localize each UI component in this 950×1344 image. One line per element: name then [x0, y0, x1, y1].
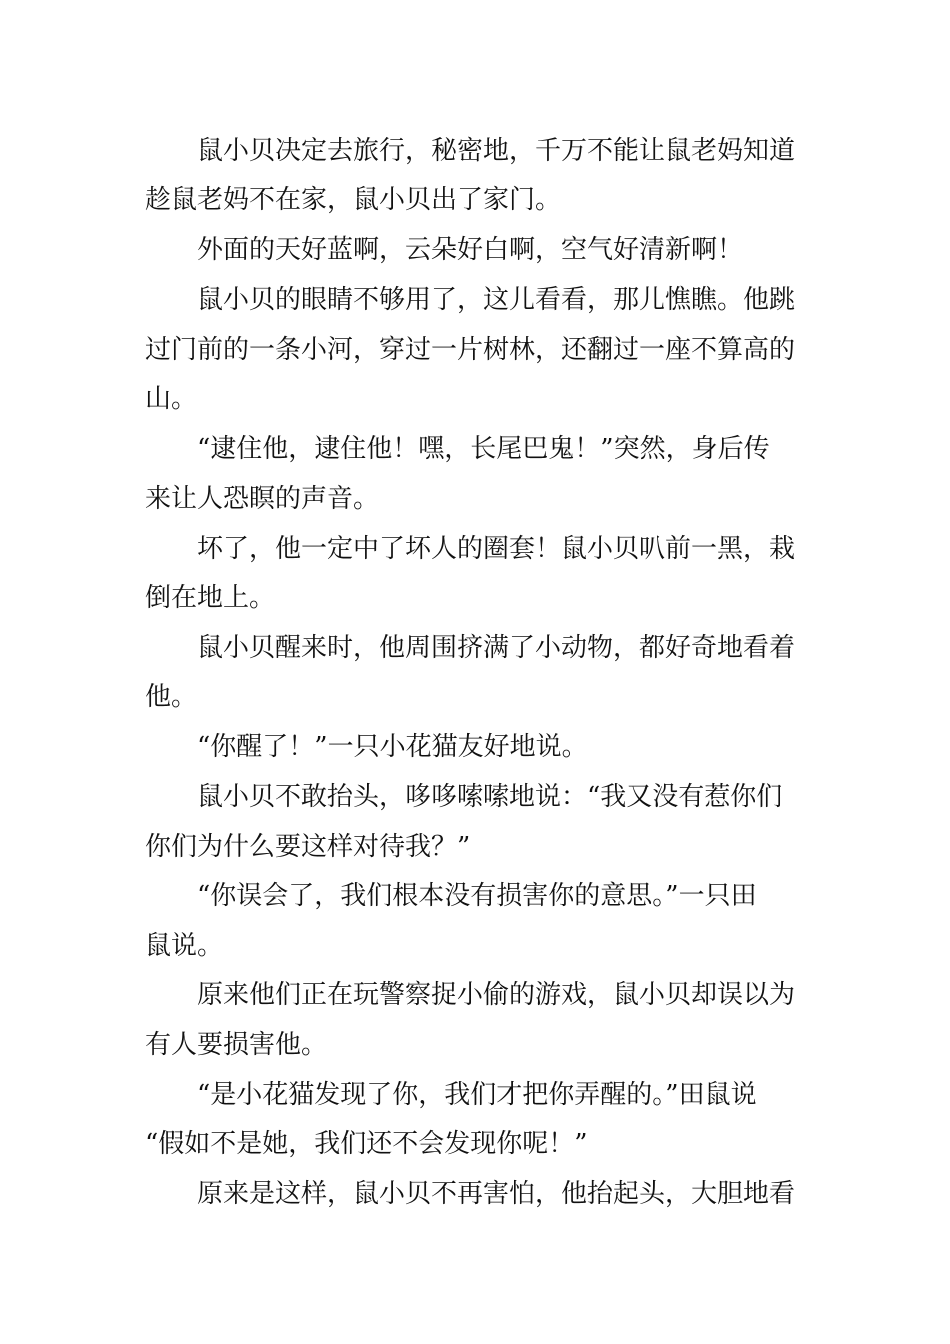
text-line: “你误会了，我们根本没有损害你的意思。”一只田 — [197, 881, 757, 911]
text-line: 过门前的一条小河，穿过一片树林，还翻过一座不算高的 — [145, 335, 796, 365]
text-line: “逮住他，逮住他！嘿，长尾巴鬼！”突然，身后传 — [197, 434, 770, 464]
text-line: 鼠小贝醒来时，他周围挤满了小动物，都好奇地看着 — [197, 633, 796, 663]
text-line: “是小花猫发现了你，我们才把你弄醒的。”田鼠说 — [197, 1080, 757, 1110]
text-line: 鼠小贝不敢抬头，哆哆嗦嗦地说：“我又没有惹你们 — [197, 782, 783, 812]
text-line: “假如不是她，我们还不会发现你呢！” — [145, 1129, 588, 1159]
text-line: 鼠小贝的眼睛不够用了，这儿看看，那儿憔瞧。他跳 — [197, 285, 796, 315]
text-line: 鼠小贝决定去旅行，秘密地，千万不能让鼠老妈知道 — [197, 136, 796, 166]
text-line: 有人要损害他。 — [145, 1030, 328, 1060]
text-line: 原来他们正在玩警察捉小偷的游戏，鼠小贝却误以为 — [197, 980, 796, 1010]
text-line: 外面的天好蓝啊，云朵好白啊，空气好清新啊！ — [197, 235, 744, 265]
text-line: 你们为什么要这样对待我？” — [145, 832, 471, 862]
text-line: “你醒了！”一只小花猫友好地说。 — [197, 732, 588, 762]
text-line: 他。 — [145, 682, 198, 712]
text-line: 来让人恐瞑的声音。 — [145, 484, 380, 514]
text-line: 趁鼠老妈不在家，鼠小贝出了家门。 — [145, 185, 562, 215]
text-line: 原来是这样，鼠小贝不再害怕，他抬起头，大胆地看 — [197, 1179, 796, 1209]
text-line: 倒在地上。 — [145, 583, 276, 613]
text-line: 山。 — [145, 384, 198, 414]
text-line: 坏了，他一定中了坏人的圈套！鼠小贝叭前一黑，栽 — [197, 534, 796, 564]
text-line: 鼠说。 — [145, 931, 224, 961]
